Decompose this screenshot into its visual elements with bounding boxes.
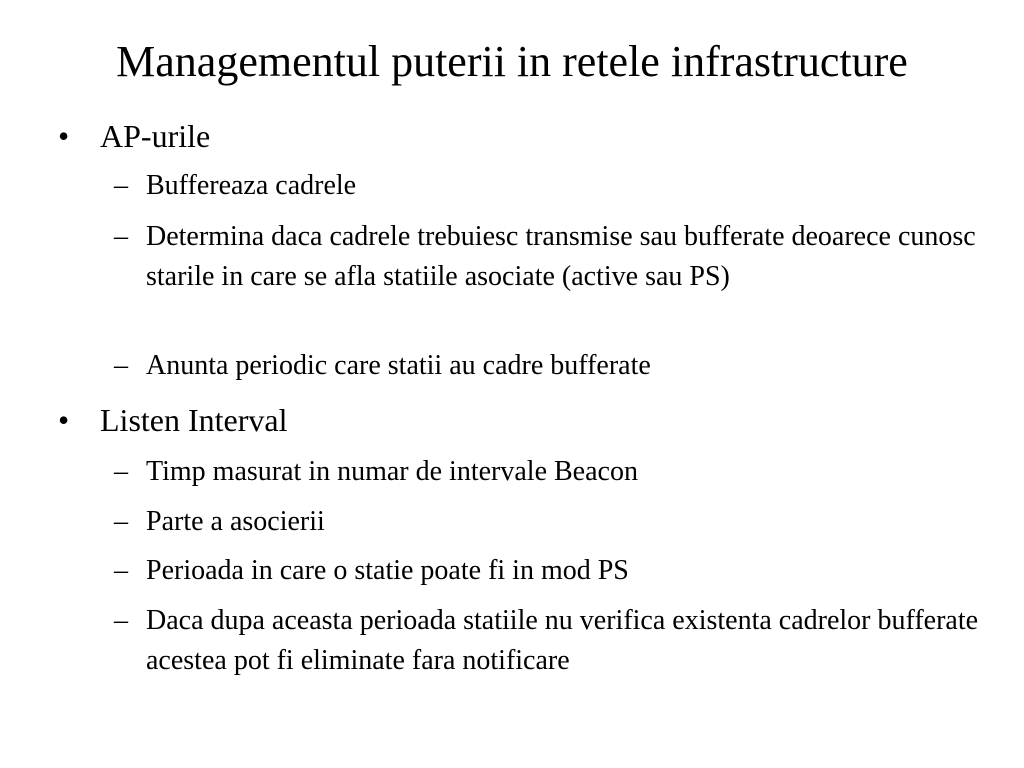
sub-bullet [114,346,994,386]
sub-bullet [114,217,994,297]
dash-marker: – [114,506,128,537]
sub-bullet-text: Timp masurat in numar de intervale Beacon [146,456,638,487]
sub-bullet-text: Buffereaza cadrele [146,170,357,201]
sub-bullet [114,166,994,206]
sub-bullet [114,502,994,542]
sub-bullet-text: Daca dupa aceasta perioada statiile nu verifica existenta cadrelor bufferate acestea pot fi eliminate fara notificare [146,605,979,676]
dash-marker: – [114,555,128,586]
sub-bullet-text: Perioada in care o statie poate fi in mod PS [146,555,629,586]
dash-marker: – [114,221,128,252]
bullet-marker: • [58,118,70,154]
dash-marker: – [114,605,128,636]
bullet-text: Listen Interval [100,402,288,438]
dash-marker: – [114,350,128,381]
sub-bullet [114,601,994,681]
sub-bullet-text: Parte a asocierii [146,506,325,537]
dash-marker: – [114,170,128,201]
sub-bullet-text: Anunta periodic care statii au cadre bufferate [146,350,651,381]
slide-title: Managementul puterii in retele infrastructure [116,37,908,86]
sub-bullet-text: Determina daca cadrele trebuiesc transmise sau bufferate deoarece cunosc starile in care se afla statiile asociate (active sau PS) [146,221,976,292]
dash-marker: – [114,456,128,487]
sub-bullet [114,452,994,492]
bullet-marker: • [58,402,70,438]
bullet-text: AP-urile [100,118,211,154]
sub-bullet [114,551,994,591]
